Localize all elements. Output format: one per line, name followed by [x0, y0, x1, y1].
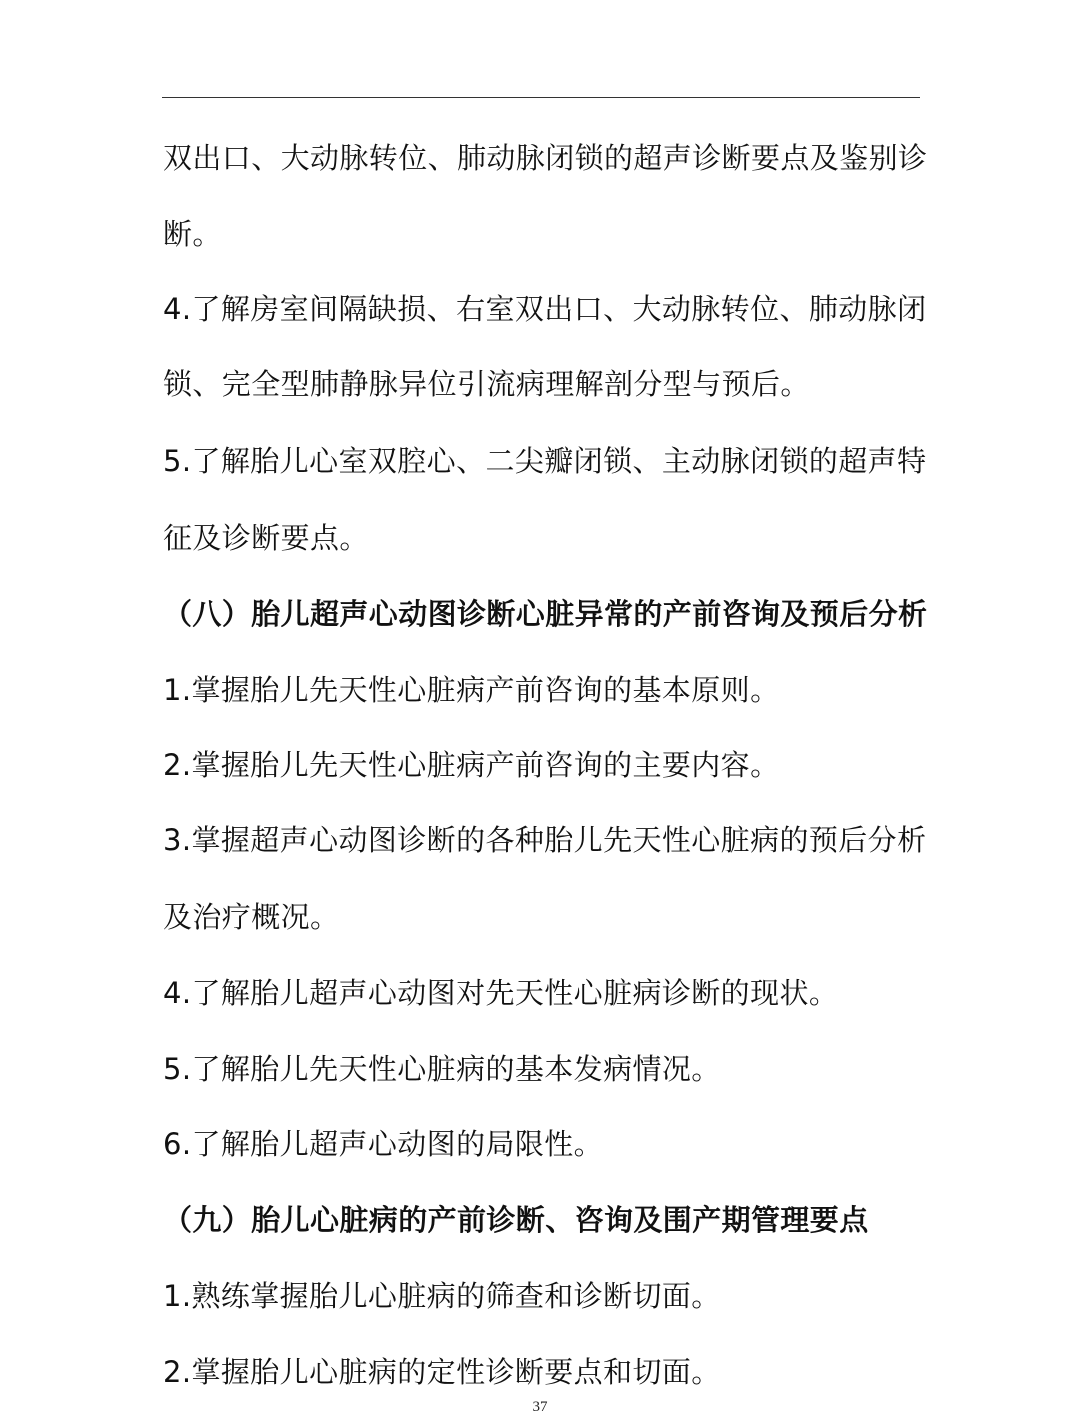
header-rule — [162, 97, 920, 98]
body-line: 4.了解胎儿超声心动图对先天性心脏病诊断的现状。 — [163, 976, 839, 1010]
body-line: 4.了解房室间隔缺损、右室双出口、大动脉转位、肺动脉闭 — [163, 292, 927, 326]
page-number: 37 — [532, 1399, 548, 1415]
body-line: 6.了解胎儿超声心动图的局限性。 — [163, 1127, 604, 1161]
body-line: 3.掌握超声心动图诊断的各种胎儿先天性心脏病的预后分析 — [163, 823, 927, 857]
body-line: 及治疗概况。 — [163, 900, 340, 934]
section-heading-8: （八）胎儿超声心动图诊断心脏异常的产前咨询及预后分析 — [163, 597, 928, 631]
body-line: 1.熟练掌握胎儿心脏病的筛查和诊断切面。 — [163, 1279, 721, 1313]
body-line: 断。 — [163, 217, 222, 251]
body-line: 5.了解胎儿先天性心脏病的基本发病情况。 — [163, 1052, 721, 1086]
body-line: 5.了解胎儿心室双腔心、二尖瓣闭锁、主动脉闭锁的超声特 — [163, 444, 927, 478]
body-line: 锁、完全型肺静脉异位引流病理解剖分型与预后。 — [163, 367, 810, 401]
body-line: 2.掌握胎儿先天性心脏病产前咨询的主要内容。 — [163, 748, 780, 782]
body-line: 2.掌握胎儿心脏病的定性诊断要点和切面。 — [163, 1355, 721, 1389]
body-line: 征及诊断要点。 — [163, 521, 369, 555]
body-line: 1.掌握胎儿先天性心脏病产前咨询的基本原则。 — [163, 673, 780, 707]
section-heading-9: （九）胎儿心脏病的产前诊断、咨询及围产期管理要点 — [163, 1203, 869, 1237]
body-line: 双出口、大动脉转位、肺动脉闭锁的超声诊断要点及鉴别诊 — [163, 141, 928, 175]
